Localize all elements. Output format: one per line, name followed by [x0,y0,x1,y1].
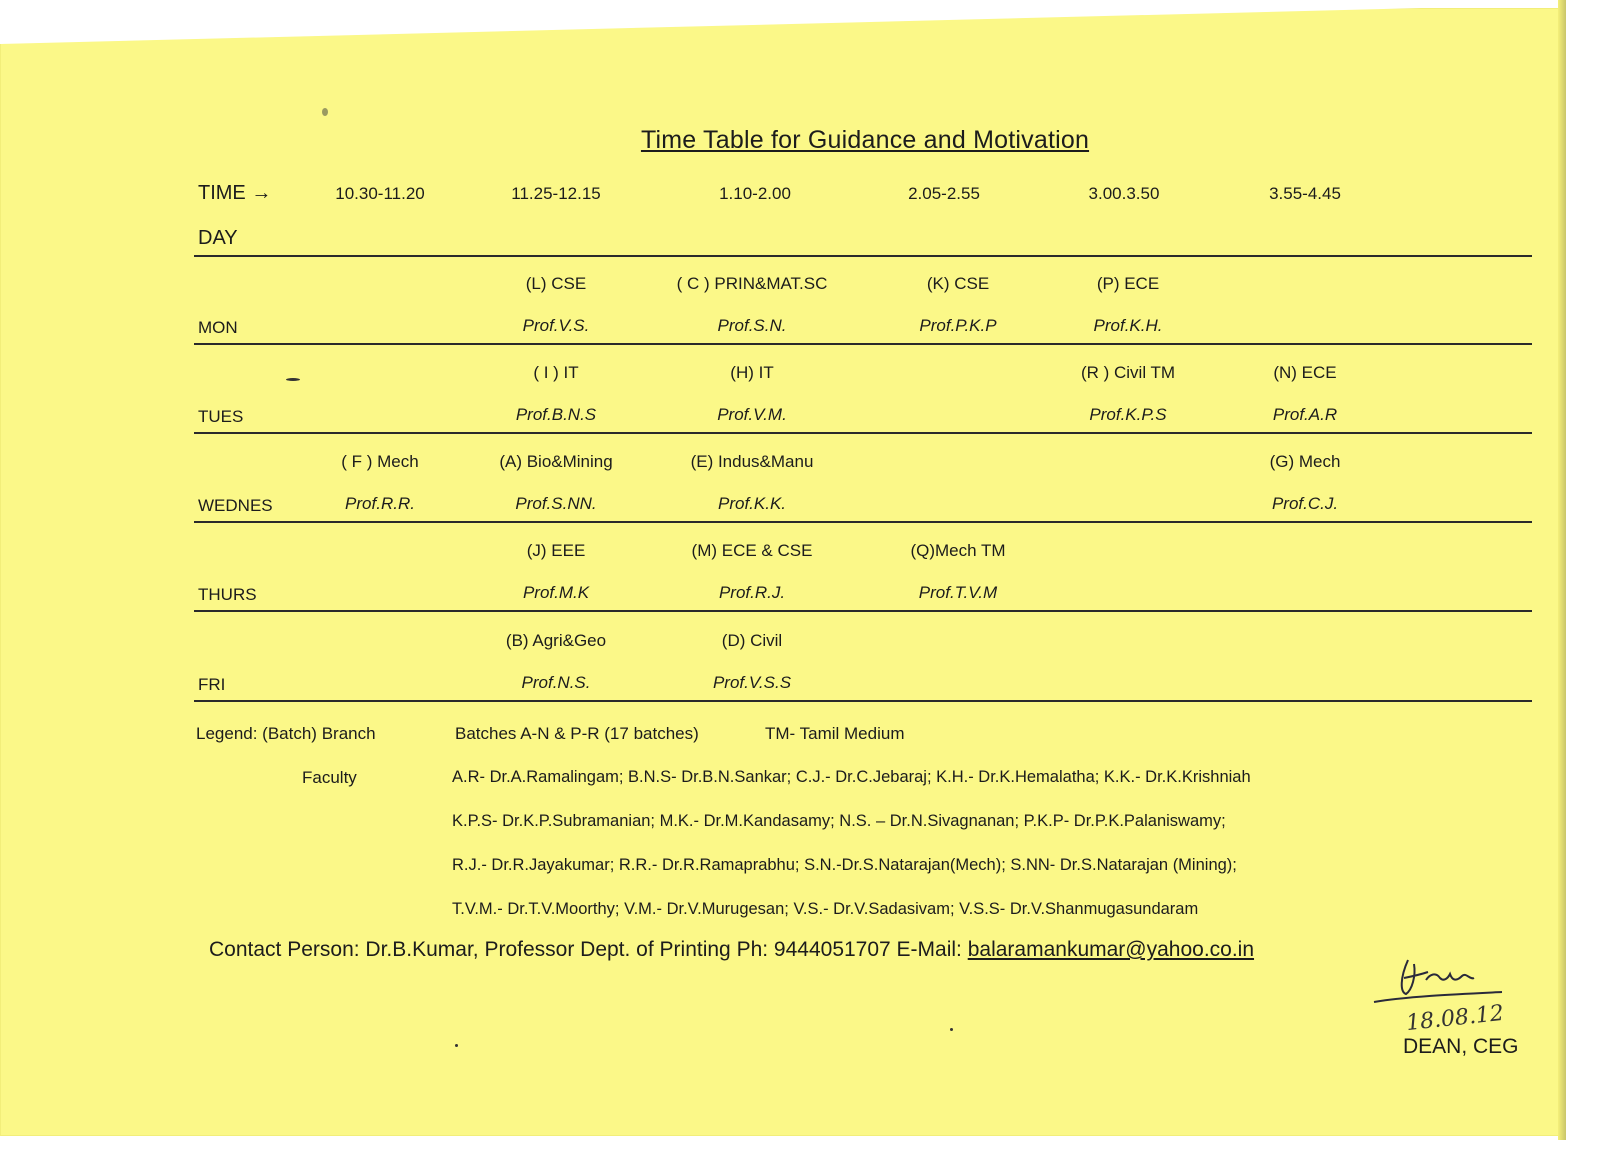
cell-professor: Prof.T.V.M [918,583,998,602]
cell-batch: (G) Mech [1269,452,1341,471]
cell-batch: (L) CSE [525,274,587,293]
day-header-label: DAY [198,227,238,249]
scan-speck [322,108,328,116]
time-slot-4: 2.05-2.55 [908,184,980,203]
contact-email-link[interactable]: balaramankumar@yahoo.co.in [967,938,1255,961]
timetable-cell [466,541,646,603]
cell-batch: (E) Indus&Manu [690,452,814,471]
table-rule [194,255,1532,257]
cell-batch: (A) Bio&Mining [499,452,613,471]
legend-label: Legend: (Batch) Branch [196,724,376,743]
cell-professor: Prof.S.NN. [515,494,597,513]
cell-professor: Prof.B.N.S [515,405,597,424]
faculty-line: A.R- Dr.A.Ramalingam; B.N.S- Dr.B.N.Sankar; C.J.- Dr.C.Jebaraj; K.H.- Dr.K.Hemalatha; K.K.- Dr.K.Krishniah [452,768,1251,786]
contact-text: Contact Person: Dr.B.Kumar, Professor Dept. of Printing Ph: 9444051707 E-Mail: [209,938,968,961]
day-label-tues: TUES [198,407,244,426]
timetable-cell [662,452,842,514]
faculty-label: Faculty [302,768,357,787]
cell-batch: ( F ) Mech [341,452,419,471]
time-slot-2: 11.25-12.15 [511,184,601,203]
cell-professor: Prof.N.S. [521,673,591,692]
page-title: Time Table for Guidance and Motivation [640,126,1090,154]
timetable-cell [466,363,646,425]
cell-batch: (Q)Mech TM [910,541,1006,560]
timetable-cell [662,363,842,425]
timetable-cell [868,541,1048,603]
faculty-line: R.J.- Dr.R.Jayakumar; R.R.- Dr.R.Ramaprabhu; S.N.-Dr.S.Natarajan(Mech); S.NN- Dr.S.Natarajan (Mining); [452,856,1237,874]
cell-batch: (M) ECE & CSE [691,541,813,560]
faculty-line: K.P.S- Dr.K.P.Subramanian; M.K.- Dr.M.Kandasamy; N.S. – Dr.N.Sivagnanan; P.K.P- Dr.P.K.Palaniswamy; [452,812,1226,830]
signatory-title: DEAN, CEG [1403,1035,1519,1058]
cell-batch: (H) IT [730,363,774,382]
faculty-line: T.V.M.- Dr.T.V.Moorthy; V.M.- Dr.V.Murugesan; V.S.- Dr.V.Sadasivam; V.S.S- Dr.V.Shanmugasundaram [452,900,1199,918]
timetable-cell [466,274,646,336]
signature-date: 18.08.12 [1404,1000,1506,1037]
time-slot-5: 3.00.3.50 [1088,184,1160,203]
timetable-cell [1215,452,1395,514]
legend-medium: TM- Tamil Medium [765,724,905,743]
day-label-wednes: WEDNES [198,496,273,515]
scan-speck [950,1028,953,1031]
cell-batch: ( C ) PRIN&MAT.SC [676,274,828,293]
timetable-cell [290,452,470,514]
scan-right-edge [1566,0,1600,1161]
table-rule [194,610,1532,612]
cell-batch: (J) EEE [526,541,586,560]
table-rule [194,343,1532,345]
timetable-cell [1215,363,1395,425]
day-label-thurs: THURS [198,585,257,604]
timetable-cell [1038,363,1218,425]
timetable-cell [1038,274,1218,336]
time-slot-1: 10.30-11.20 [335,184,425,203]
cell-batch: (R ) Civil TM [1080,363,1176,382]
time-slot-3: 1.10-2.00 [719,184,791,203]
cell-professor: Prof.C.J. [1271,494,1339,513]
table-rule [194,521,1532,523]
timetable-cell [662,541,842,603]
cell-professor: Prof.R.J. [718,583,786,602]
cell-batch: (N) ECE [1273,363,1337,382]
contact-line [209,938,1254,962]
cell-professor: Prof.M.K [522,583,590,602]
cell-batch: ( I ) IT [533,363,579,382]
cell-professor: Prof.K.K. [717,494,787,513]
cell-professor: Prof.R.R. [345,494,415,513]
cell-professor: Prof.V.S. [522,316,590,335]
scan-speck [455,1044,458,1047]
cell-professor: Prof.V.M. [717,405,787,424]
time-slot-6: 3.55-4.45 [1269,184,1341,203]
time-header-label: TIME → [198,182,272,204]
timetable-cell [466,452,646,514]
scan-right-shadow [1558,0,1566,1140]
cell-professor: Prof.S.N. [717,316,787,335]
table-rule [194,432,1532,434]
cell-batch: (D) Civil [721,631,783,650]
legend-batches: Batches A-N & P-R (17 batches) [455,724,699,743]
cell-batch: (K) CSE [926,274,990,293]
timetable-cell [662,631,842,693]
day-label-mon: MON [198,318,238,337]
timetable-cell [662,274,842,336]
day-label-fri: FRI [198,675,226,694]
timetable-cell [868,274,1048,336]
table-rule [194,700,1532,702]
cell-professor: Prof.V.S.S [712,673,792,692]
scan-speck [286,378,300,381]
timetable-cell [466,631,646,693]
cell-batch: (P) ECE [1096,274,1160,293]
cell-professor: Prof.K.P.S [1089,405,1167,424]
cell-professor: Prof.K.H. [1093,316,1163,335]
cell-professor: Prof.A.R [1272,405,1338,424]
cell-batch: (B) Agri&Geo [505,631,607,650]
cell-professor: Prof.P.K.P [919,316,997,335]
